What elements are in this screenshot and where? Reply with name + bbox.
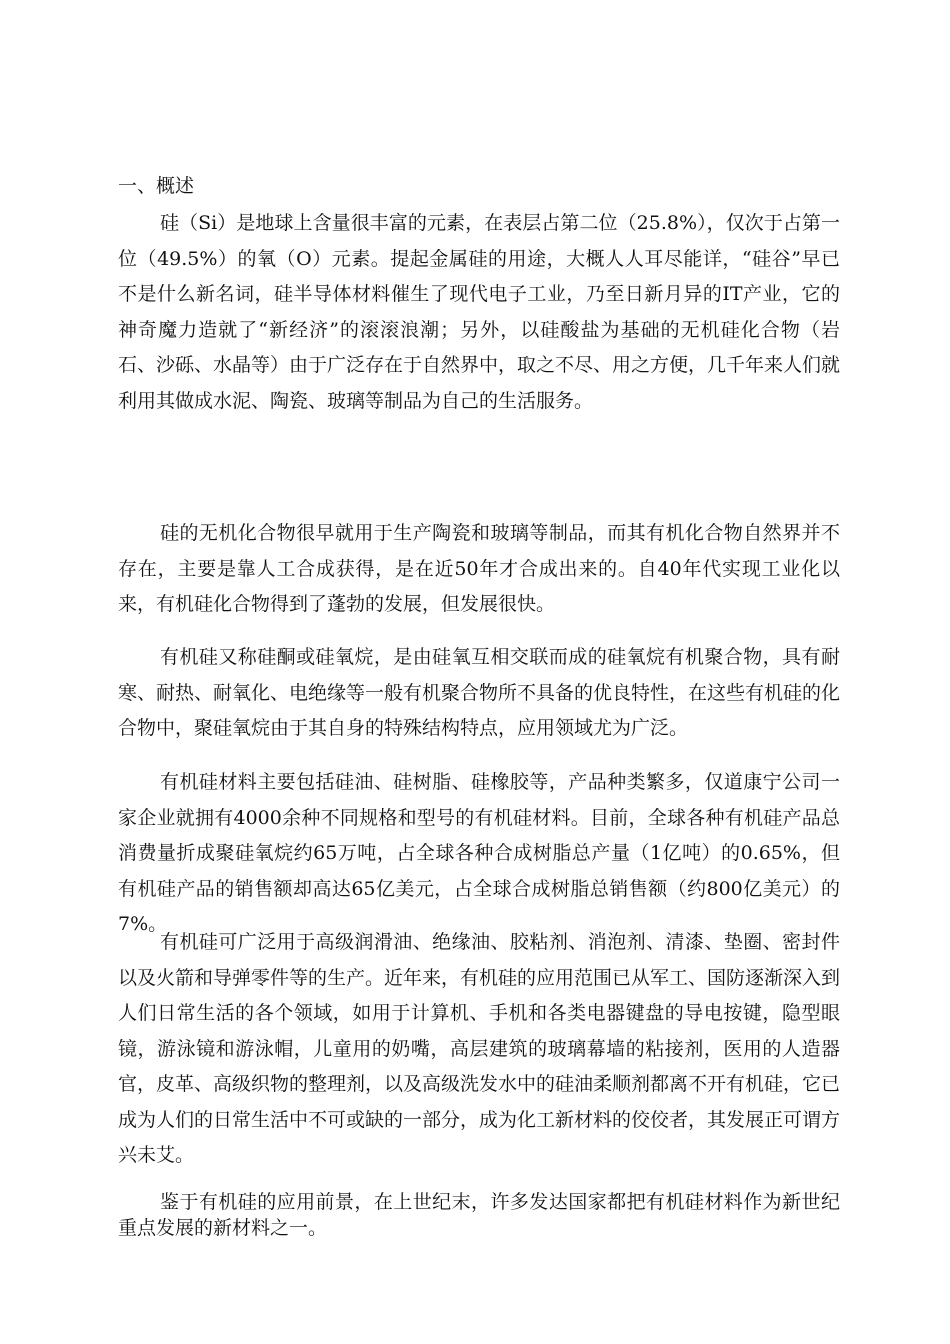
- paragraph-silicon-overview: 硅（Si）是地球上含量很丰富的元素，在表层占第二位（25.8%），仅次于占第一位（49.5%）的氧（O）元素。提起金属硅的用途，大概人人耳尽能详，“硅谷”早已不是什么新名词，硅半导体材料催生了现代电子工业，乃至日新月异的IT产业，它的神奇魔力造就了“新经济”的滚滚浪潮；另外，以硅酸盐为基础的无机硅化合物（岩石、沙砾、水晶等）由于广泛存在于自然界中，取之不尽、用之方便，几千年来人们就利用其做成水泥、陶瓷、玻璃等制品为自己的生活服务。: [118, 212, 841, 412]
- section-heading: 一、概述: [118, 175, 195, 197]
- paragraph-silicone-applications: 有机硅可广泛用于高级润滑油、绝缘油、胶粘剂、消泡剂、清漆、垫圈、密封件以及火箭和导弹零件等的生产。近年来，有机硅的应用范围已从军工、国防逐渐深入到人们日常生活的各个领域，如用于计算机、手机和各类电器键盘的导电按键，隐型眼镜，游泳镜和游泳帽，儿童用的奶嘴，高层建筑的玻璃幕墙的粘接剂，医用的人造器官，皮革、高级织物的整理剂，以及高级洗发水中的硅油柔顺剂都离不开有机硅，它已成为人们的日常生活中不可或缺的一部分，成为化工新材料的佼佼者，其发展正可谓方兴未艾。: [118, 931, 841, 1166]
- paragraph-silicone-market: 有机硅材料主要包括硅油、硅树脂、硅橡胶等，产品种类繁多，仅道康宁公司一家企业就拥有4000余种不同规格和型号的有机硅材料。目前，全球各种有机硅产品总消费量折成聚硅氧烷约65万吨，占全球各种合成树脂总产量（1亿吨）的0.65%，但有机硅产品的销售额却高达65亿美元，占全球合成树脂总销售额（约800亿美元）的7%。: [118, 771, 840, 935]
- paragraph-silicone-definition: 有机硅又称硅酮或硅氧烷，是由硅氧互相交联而成的硅氧烷有机聚合物，具有耐寒、耐热、耐氧化、电绝缘等一般有机聚合物所不具备的优良特性，在这些有机硅的化合物中，聚硅氧烷由于其自身的特殊结构特点，应用领域尤为广泛。: [118, 646, 841, 739]
- paragraph-development-prospect: 鉴于有机硅的应用前景，在上世纪末，许多发达国家都把有机硅材料作为新世纪重点发展的新材料之一。: [118, 1191, 840, 1239]
- paragraph-inorganic-organic: 硅的无机化合物很早就用于生产陶瓷和玻璃等制品，而其有机化合物自然界并不存在，主要是靠人工合成获得，是在近50年才合成出来的。自40年代实现工业化以来，有机硅化合物得到了蓬勃的发展，但发展很快。: [118, 522, 840, 615]
